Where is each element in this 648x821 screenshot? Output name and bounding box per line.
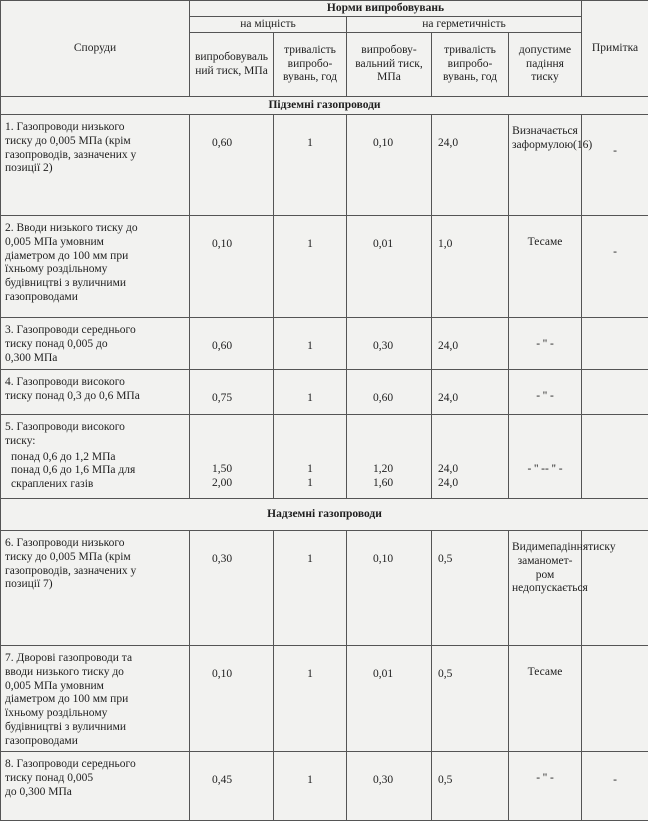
cell-line: допускає <box>523 582 567 594</box>
strength-duration-cell <box>274 370 347 415</box>
header-notes: Примітка <box>582 1 648 97</box>
strength-duration-cell <box>274 531 347 646</box>
strength-pressure-cell <box>190 370 274 415</box>
cell-line: ром не <box>512 569 554 595</box>
cell-line: 0,5 <box>438 668 505 682</box>
cell-line: скраплених газів <box>5 478 185 492</box>
header-norms: Норми випробовувань <box>190 1 582 17</box>
table-row <box>1 752 648 821</box>
cell-line: тиску понад 0,3 до 0,6 МПа <box>5 390 185 404</box>
tightness-duration-cell <box>432 370 509 415</box>
cell-line: - '' - <box>527 463 545 475</box>
cell-line: понад 0,6 до 1,2 МПа <box>5 451 185 465</box>
tightness-pressure-cell <box>347 531 432 646</box>
cell-line: 1 <box>277 238 343 252</box>
cell-line: тиску до 0,005 МПа (крім <box>5 135 185 149</box>
header-allowed-drop: допустиме падіння тиску <box>509 33 582 97</box>
strength-pressure-cell <box>190 115 274 216</box>
cell-line: 1 <box>277 340 343 354</box>
cell-line: їхньому роздільному <box>5 263 185 277</box>
table-row <box>1 115 648 216</box>
cell-line: 0,30 <box>373 340 428 354</box>
structure-description <box>1 752 190 821</box>
header-strength: на міцність <box>190 17 347 33</box>
cell-line: - '' - <box>536 390 554 402</box>
strength-duration-cell <box>274 646 347 752</box>
section-underground: Підземні газопроводи <box>1 97 648 115</box>
note-cell <box>582 318 648 370</box>
cell-line: 0,60 <box>373 392 428 406</box>
cell-line: 0,60 <box>212 137 270 151</box>
cell-line: 0,10 <box>212 668 270 682</box>
note-value: - <box>613 145 617 157</box>
cell-line: 1 <box>277 774 343 788</box>
tightness-pressure-cell <box>347 216 432 318</box>
cell-line: - '' - <box>536 772 554 784</box>
cell-line: ться <box>567 582 588 594</box>
tightness-pressure-cell <box>347 415 432 499</box>
tightness-duration-cell <box>432 646 509 752</box>
table-row <box>1 318 648 370</box>
table-row <box>1 646 648 752</box>
cell-line: 24,0 <box>438 477 505 491</box>
header-strength-pressure: випробовуваль ний тиск, МПа <box>190 33 274 97</box>
cell-line: 1 <box>277 137 343 151</box>
header-tightness-pressure: випробову- вальний тиск, МПа <box>347 33 432 97</box>
cell-line: будівництві з вуличними <box>5 277 185 291</box>
tightness-pressure-cell <box>347 370 432 415</box>
structure-description <box>1 115 190 216</box>
cell-line: понад 0,6 до 1,6 МПа для <box>5 464 185 478</box>
table-row <box>1 415 648 499</box>
strength-pressure-cell <box>190 318 274 370</box>
cell-line: 2,00 <box>212 477 270 491</box>
cell-line: їхньому роздільному <box>5 707 185 721</box>
cell-line: 0,10 <box>212 238 270 252</box>
cell-line: газопроводів, зазначених у <box>5 149 185 163</box>
cell-line: падіння <box>550 541 588 553</box>
allowed-drop-cell <box>509 216 582 318</box>
cell-line: 1,50 <box>212 463 270 477</box>
cell-line: будівництві з вуличними <box>5 721 185 735</box>
structure-description <box>1 216 190 318</box>
cell-line: 0,60 <box>212 340 270 354</box>
strength-duration-cell <box>274 752 347 821</box>
cell-line: 0,75 <box>212 392 270 406</box>
cell-line: 5. Газопроводи високого <box>5 421 185 435</box>
cell-line: тиску: <box>5 435 185 449</box>
cell-line: позиції 2) <box>5 162 185 176</box>
note-cell <box>582 370 648 415</box>
note-cell <box>582 115 648 216</box>
note-cell <box>582 415 648 499</box>
cell-line: 24,0 <box>438 463 505 477</box>
cell-line: тиску понад 0,005 <box>5 772 185 786</box>
strength-pressure-cell <box>190 646 274 752</box>
cell-line: Видиме <box>512 541 550 553</box>
cell-line: Те <box>528 236 540 248</box>
tightness-pressure-cell <box>347 318 432 370</box>
cell-line: Визначає <box>512 125 557 137</box>
table-row <box>1 370 648 415</box>
cell-line: 1 <box>277 392 343 406</box>
note-cell <box>582 646 648 752</box>
tightness-duration-cell <box>432 216 509 318</box>
cell-line: 1 <box>277 463 343 477</box>
cell-line: діаметром до 100 мм при <box>5 693 185 707</box>
strength-pressure-cell <box>190 752 274 821</box>
tightness-pressure-cell <box>347 752 432 821</box>
cell-line: позиції 7) <box>5 578 185 592</box>
cell-line: газопроводами <box>5 291 185 305</box>
structure-description <box>1 370 190 415</box>
cell-line: 1,0 <box>438 238 505 252</box>
cell-line: тиску до 0,005 МПа (крім <box>5 551 185 565</box>
tightness-pressure-cell <box>347 115 432 216</box>
strength-duration-cell <box>274 415 347 499</box>
note-value: - <box>613 774 617 786</box>
cell-line: 0,300 МПа <box>5 352 185 366</box>
cell-line: 1,60 <box>373 477 428 491</box>
header-structures: Споруди <box>1 1 190 97</box>
cell-line: 0,005 МПа умовним <box>5 680 185 694</box>
cell-line: 0,30 <box>373 774 428 788</box>
cell-line: 4. Газопроводи високого <box>5 376 185 390</box>
strength-duration-cell <box>274 115 347 216</box>
cell-line: 0,005 МПа умовним <box>5 236 185 250</box>
allowed-drop-cell <box>509 531 582 646</box>
cell-line: 0,10 <box>373 137 428 151</box>
cell-line: газопроводів, зазначених у <box>5 565 185 579</box>
tightness-pressure-cell <box>347 646 432 752</box>
cell-line: 1. Газопроводи низького <box>5 121 185 135</box>
strength-pressure-cell <box>190 531 274 646</box>
allowed-drop-cell <box>509 415 582 499</box>
cell-line: 2. Вводи низького тиску до <box>5 222 185 236</box>
cell-line: - '' - <box>536 338 554 350</box>
cell-line: 3. Газопроводи середнього <box>5 324 185 338</box>
strength-duration-cell <box>274 216 347 318</box>
cell-line: 0,10 <box>373 553 428 567</box>
structure-description <box>1 415 190 499</box>
cell-line: 8. Газопроводи середнього <box>5 758 185 772</box>
cell-line: 1 <box>277 477 343 491</box>
tightness-duration-cell <box>432 531 509 646</box>
header-tightness-duration: тривалість випробо- вувань, год <box>432 33 509 97</box>
allowed-drop-cell <box>509 115 582 216</box>
table-row <box>1 216 648 318</box>
cell-line: 0,01 <box>373 238 428 252</box>
strength-pressure-cell <box>190 216 274 318</box>
cell-line: ться за <box>512 125 578 151</box>
cell-line: до 0,300 МПа <box>5 786 185 800</box>
allowed-drop-cell <box>509 752 582 821</box>
structure-description <box>1 646 190 752</box>
cell-line: маномет- <box>527 555 572 567</box>
cell-line: діаметром до 100 мм при <box>5 250 185 264</box>
structure-description <box>1 318 190 370</box>
cell-line: 0,30 <box>212 553 270 567</box>
strength-duration-cell <box>274 318 347 370</box>
header-strength-duration: тривалість випробо- вувань, год <box>274 33 347 97</box>
note-cell <box>582 216 648 318</box>
cell-line: Те <box>528 666 540 678</box>
cell-line: 0,45 <box>212 774 270 788</box>
cell-line: газопроводами <box>5 735 185 749</box>
cell-line: (16) <box>573 139 592 151</box>
table-row <box>1 531 648 646</box>
strength-pressure-cell <box>190 415 274 499</box>
cell-line: 0,5 <box>438 774 505 788</box>
note-cell <box>582 752 648 821</box>
tightness-duration-cell <box>432 318 509 370</box>
cell-line: саме <box>540 666 563 678</box>
section-aboveground: Надземні газопроводи <box>1 499 648 531</box>
note-value: - <box>613 246 617 258</box>
allowed-drop-cell <box>509 318 582 370</box>
cell-line: 0,5 <box>438 553 505 567</box>
cell-line: 1,20 <box>373 463 428 477</box>
tightness-duration-cell <box>432 415 509 499</box>
cell-line: 7. Дворові газопроводи та <box>5 652 185 666</box>
structure-description <box>1 531 190 646</box>
cell-line: 6. Газопроводи низького <box>5 537 185 551</box>
allowed-drop-cell <box>509 370 582 415</box>
cell-line: 1 <box>277 553 343 567</box>
cell-line: 0,01 <box>373 668 428 682</box>
cell-line: 24,0 <box>438 340 505 354</box>
cell-line: вводи низького тиску до <box>5 666 185 680</box>
cell-line: 24,0 <box>438 137 505 151</box>
cell-line: тиску понад 0,005 до <box>5 338 185 352</box>
tightness-duration-cell <box>432 115 509 216</box>
cell-line: саме <box>540 236 563 248</box>
cell-line: 24,0 <box>438 392 505 406</box>
header-tightness: на герметичність <box>347 17 582 33</box>
cell-line: формулою <box>522 139 573 151</box>
cell-line: тиску за <box>518 541 616 567</box>
allowed-drop-cell <box>509 646 582 752</box>
cell-line: - '' - <box>545 463 563 475</box>
cell-line: 1 <box>277 668 343 682</box>
tightness-duration-cell <box>432 752 509 821</box>
